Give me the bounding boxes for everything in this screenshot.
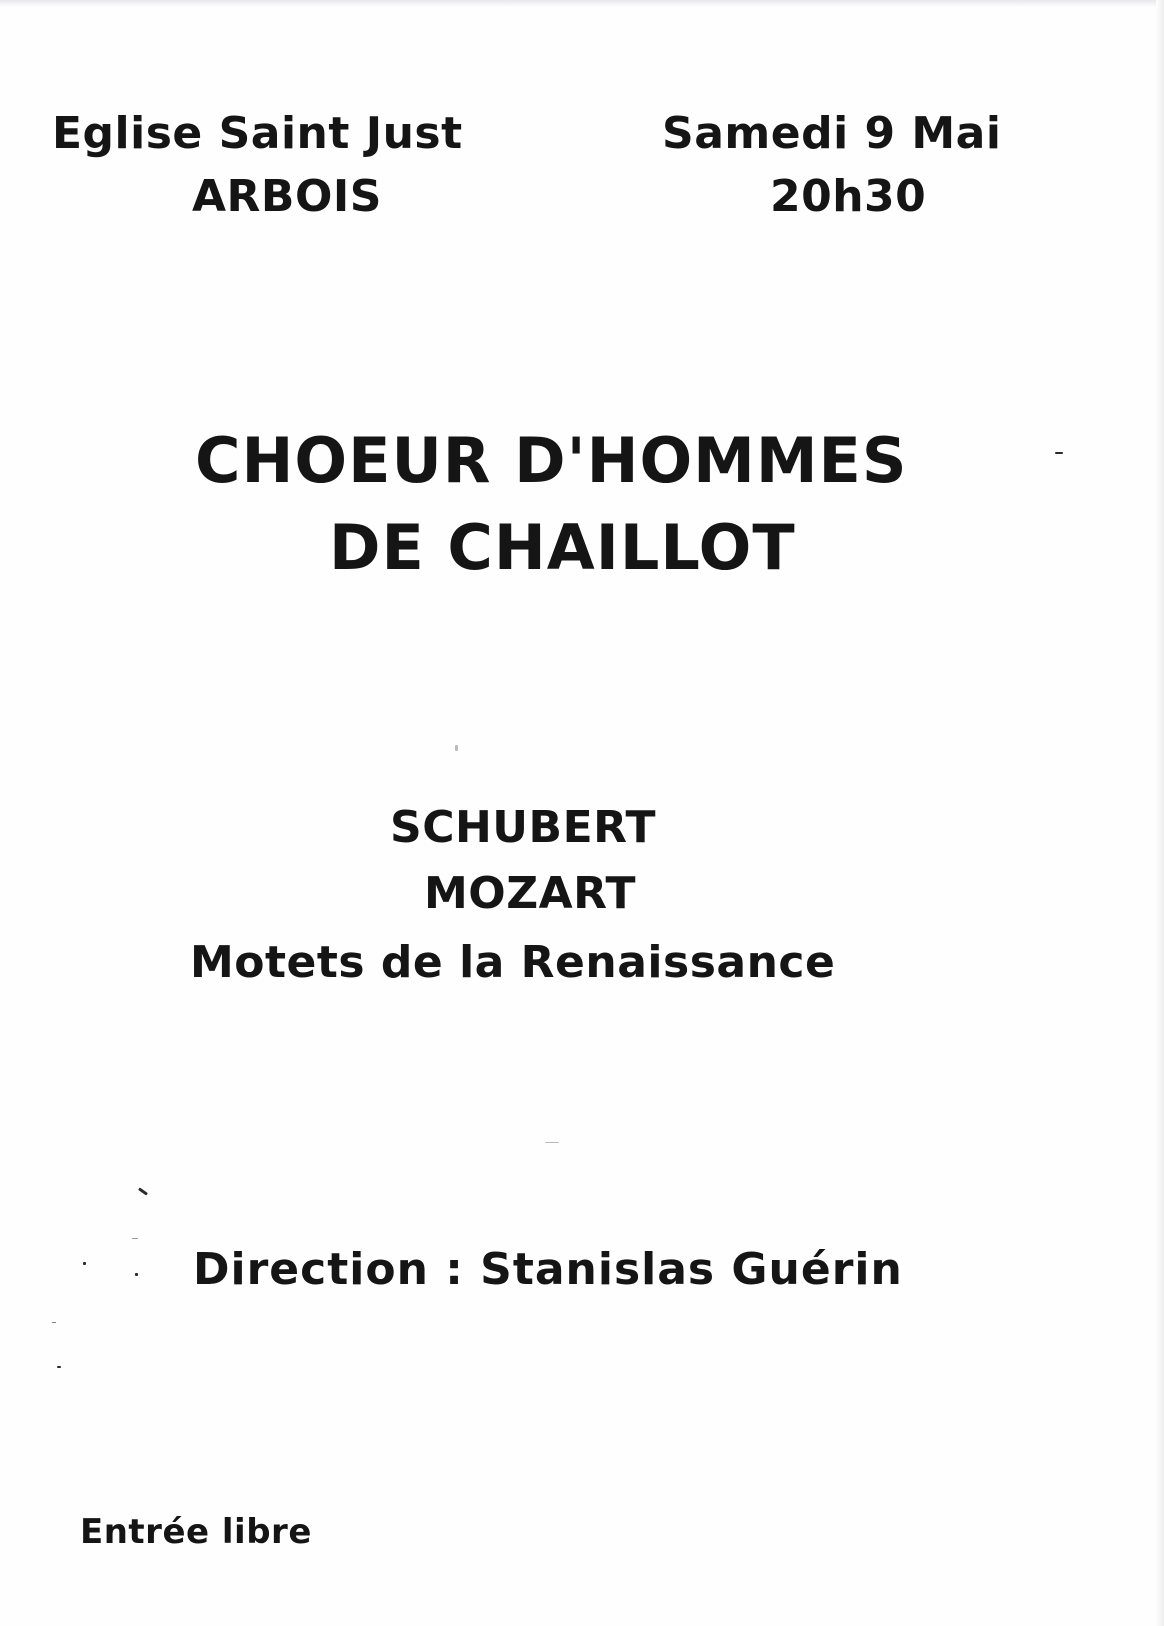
venue-name: Eglise Saint Just: [52, 108, 463, 159]
scan-speck: [455, 745, 458, 751]
concert-date: Samedi 9 Mai: [662, 108, 1002, 159]
scan-top-edge: [0, 0, 1164, 7]
scan-speck: [135, 1273, 138, 1276]
conductor-credit: Direction : Stanislas Guérin: [193, 1244, 903, 1295]
program-item: MOZART: [424, 868, 637, 919]
concert-time: 20h30: [770, 171, 927, 222]
venue-city: ARBOIS: [192, 171, 382, 222]
choir-title-line-1: CHOEUR D'HOMMES: [195, 424, 908, 497]
scan-speck: [138, 1187, 148, 1195]
scan-right-edge: [1156, 0, 1164, 1626]
scan-speck: [83, 1262, 86, 1265]
scan-speck: [52, 1322, 56, 1323]
scan-speck: [57, 1366, 61, 1368]
program-item: Motets de la Renaissance: [190, 937, 836, 988]
choir-title-line-2: DE CHAILLOT: [329, 511, 796, 584]
admission-note: Entrée libre: [80, 1512, 312, 1552]
program-item: SCHUBERT: [390, 802, 657, 853]
scan-speck: [1055, 452, 1063, 454]
scan-speck: [545, 1142, 559, 1143]
scan-speck: [132, 1238, 138, 1239]
